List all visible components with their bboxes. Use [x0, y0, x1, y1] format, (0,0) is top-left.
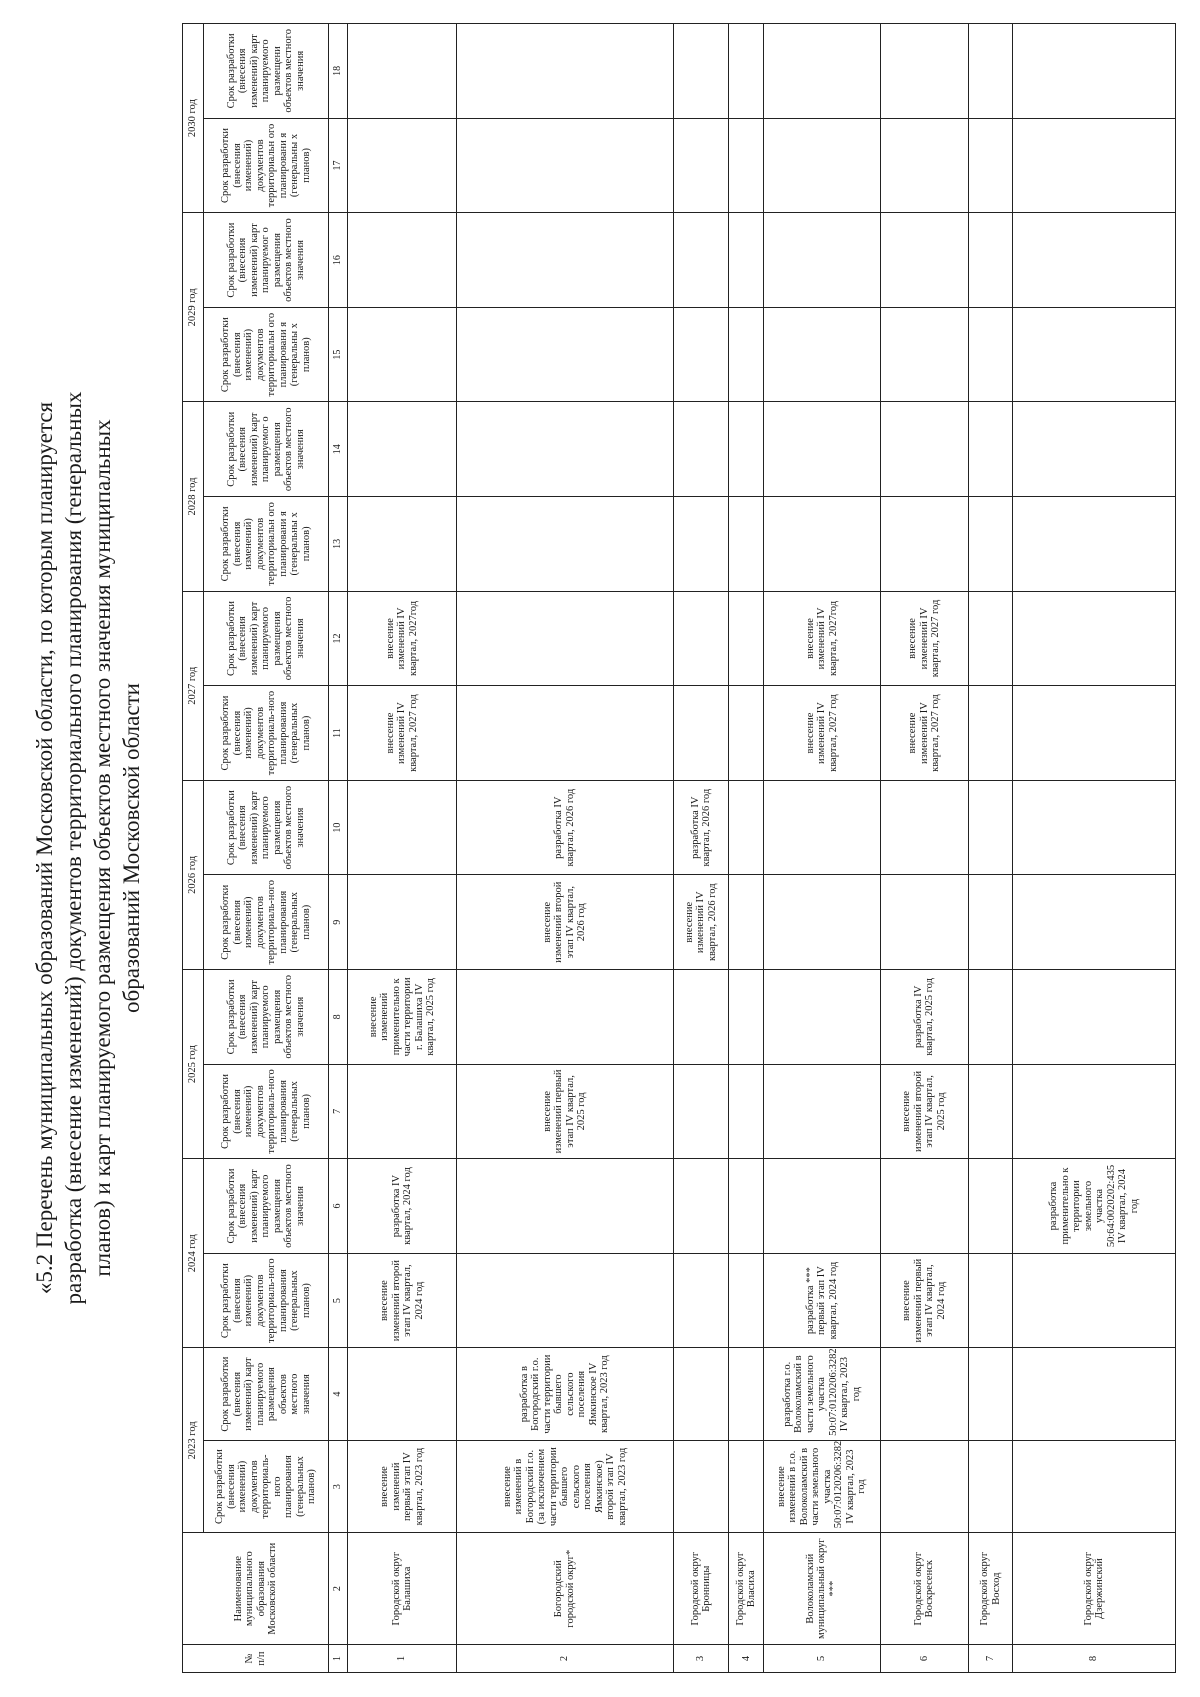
cell-col-6 [673, 1159, 729, 1254]
cell-col-14 [968, 402, 1012, 497]
cell-col-16 [1013, 213, 1176, 308]
col-number: 3 [329, 1440, 348, 1532]
cell-col-8 [968, 970, 1012, 1065]
cell-col-4 [673, 1348, 729, 1440]
cell-col-16 [968, 213, 1012, 308]
header-col-6: Срок разработки (внесения изменений) карт планируемого размещения объектов местного значения [204, 1159, 329, 1254]
row-no: 8 [1013, 1645, 1176, 1673]
cell-col-7: внесение изменений первый этап IV квартал, 2025 год [457, 1064, 673, 1159]
cell-col-6: разработка IV квартал, 2024 год [348, 1159, 457, 1254]
cell-col-18 [968, 24, 1012, 119]
cell-col-13 [348, 497, 457, 592]
cell-col-6 [764, 1159, 880, 1254]
cell-col-5 [968, 1253, 1012, 1348]
cell-col-8 [457, 970, 673, 1065]
cell-col-17 [1013, 118, 1176, 213]
cell-col-17 [880, 118, 968, 213]
row-no: 5 [764, 1645, 880, 1673]
title-line-1: «5.2 Перечень муниципальных образований Московской области, по которым планируется [32, 401, 57, 1295]
cell-col-9: внесение изменений IV квартал, 2026 год [673, 875, 729, 970]
col-number: 16 [329, 213, 348, 308]
cell-col-6 [968, 1159, 1012, 1254]
header-year-2023: 2023 год [183, 1348, 204, 1533]
col-number: 15 [329, 307, 348, 402]
header-col-4: Срок разработки (внесения изменений) карт планируемого размещения объектов местного значения [204, 1348, 329, 1440]
cell-col-17 [729, 118, 764, 213]
row-name: Городской округ Дзержинский [1013, 1533, 1176, 1645]
cell-col-4 [968, 1348, 1012, 1440]
cell-col-15 [764, 307, 880, 402]
cell-col-7 [729, 1064, 764, 1159]
cell-col-5: внесение изменений первый этап IV квартал, 2024 год [880, 1253, 968, 1348]
header-year-2030: 2030 год [183, 24, 204, 213]
row-no: 1 [348, 1645, 457, 1673]
cell-col-10 [348, 780, 457, 875]
plan-table [182, 23, 1176, 1673]
cell-col-17 [457, 118, 673, 213]
header-col-5: Срок разработки (внесения изменений) документов территориаль-ного планирования (генеральных планов) [204, 1253, 329, 1348]
cell-col-5 [729, 1253, 764, 1348]
cell-col-15 [673, 307, 729, 402]
header-year-2027: 2027 год [183, 591, 204, 780]
cell-col-11 [457, 686, 673, 781]
cell-col-3 [673, 1440, 729, 1532]
cell-col-12 [968, 591, 1012, 686]
table-row [1013, 24, 1176, 1673]
cell-col-5: внесение изменений второй этап IV квартал, 2024 год [348, 1253, 457, 1348]
cell-col-7 [968, 1064, 1012, 1159]
rotated-page [24, 23, 1176, 1673]
cell-col-10: разработка IV квартал, 2026 год [673, 780, 729, 875]
col-number: 17 [329, 118, 348, 213]
header-col-15: Срок разработки (внесения изменений) документов территориальн ого планировани я (генеральны х планов) [204, 307, 329, 402]
col-number: 5 [329, 1253, 348, 1348]
col-number: 6 [329, 1159, 348, 1254]
cell-col-17 [764, 118, 880, 213]
cell-col-13 [968, 497, 1012, 592]
col-number: 8 [329, 970, 348, 1065]
cell-col-11: внесение изменений IV квартал, 2027 год [348, 686, 457, 781]
cell-col-7 [348, 1064, 457, 1159]
header-col-11: Срок разработки (внесения изменений) документов территориаль-ного планирования (генеральных планов) [204, 686, 329, 781]
header-col-16: Срок разработки (внесения изменений) карт планируемог о размещения объектов местного значения [204, 213, 329, 308]
table-row [764, 24, 880, 1673]
cell-col-3: внесение изменений первый этап IV квартал, 2023 год [348, 1440, 457, 1532]
cell-col-12 [457, 591, 673, 686]
cell-col-13 [880, 497, 968, 592]
row-no: 2 [457, 1645, 673, 1673]
header-no: № п/п [183, 1645, 329, 1673]
cell-col-9: внесение изменений второй этап IV квартал, 2026 год [457, 875, 673, 970]
cell-col-12: внесение изменений IV квартал, 2027год [764, 591, 880, 686]
cell-col-17 [968, 118, 1012, 213]
table-row [880, 24, 968, 1673]
col-number: 11 [329, 686, 348, 781]
cell-col-18 [1013, 24, 1176, 119]
cell-col-3 [968, 1440, 1012, 1532]
cell-col-8 [764, 970, 880, 1065]
cell-col-3 [1013, 1440, 1176, 1532]
cell-col-3: внесение изменений в г.о. Волоколамский в части земельного участка 50:07:0120206:3282 IV квартал, 2023 год [764, 1440, 880, 1532]
cell-col-12: внесение изменений IV квартал, 2027год [348, 591, 457, 686]
cell-col-4 [880, 1348, 968, 1440]
cell-col-9 [348, 875, 457, 970]
cell-col-5 [1013, 1253, 1176, 1348]
cell-col-16 [729, 213, 764, 308]
title-line-2: разработка (внесение изменений) документов территориального планирования (генеральных [61, 391, 86, 1305]
row-no: 4 [729, 1645, 764, 1673]
cell-col-6 [880, 1159, 968, 1254]
row-name: Городской округ Балашиха [348, 1533, 457, 1645]
col-number: 2 [329, 1533, 348, 1645]
cell-col-16 [457, 213, 673, 308]
cell-col-11 [729, 686, 764, 781]
cell-col-16 [880, 213, 968, 308]
cell-col-4 [348, 1348, 457, 1440]
cell-col-11: внесение изменений IV квартал, 2027 год [764, 686, 880, 781]
header-year-2029: 2029 год [183, 213, 204, 402]
cell-col-3: внесение изменений в Богородский г.о. (за исключением части территории бывшего сельского поселения Ямкинское) второй этап IV квартал, 2023 год [457, 1440, 673, 1532]
header-col-9: Срок разработки (внесения изменений) документов территориаль-ного планирования (генеральных планов) [204, 875, 329, 970]
cell-col-18 [880, 24, 968, 119]
cell-col-18 [348, 24, 457, 119]
header-year-2024: 2024 год [183, 1159, 204, 1348]
table-row [968, 24, 1012, 1673]
cell-col-13 [764, 497, 880, 592]
cell-col-9 [729, 875, 764, 970]
table-row [673, 24, 729, 1673]
row-name: Городской округ Власиха [729, 1533, 764, 1645]
col-number: 10 [329, 780, 348, 875]
col-number: 12 [329, 591, 348, 686]
cell-col-13 [457, 497, 673, 592]
cell-col-10 [880, 780, 968, 875]
col-number: 1 [329, 1645, 348, 1673]
cell-col-11 [1013, 686, 1176, 781]
cell-col-4 [1013, 1348, 1176, 1440]
row-name: Городской округ Бронницы [673, 1533, 729, 1645]
cell-col-14 [348, 402, 457, 497]
cell-col-9 [764, 875, 880, 970]
table-row [457, 24, 673, 1673]
cell-col-10: разработка IV квартал, 2026 год [457, 780, 673, 875]
cell-col-7 [1013, 1064, 1176, 1159]
cell-col-10 [764, 780, 880, 875]
row-name: Городской округ Восход [968, 1533, 1012, 1645]
cell-col-10 [729, 780, 764, 875]
cell-col-10 [1013, 780, 1176, 875]
cell-col-18 [764, 24, 880, 119]
cell-col-14 [729, 402, 764, 497]
cell-col-15 [880, 307, 968, 402]
cell-col-14 [1013, 402, 1176, 497]
cell-col-15 [1013, 307, 1176, 402]
cell-col-15 [729, 307, 764, 402]
col-number: 4 [329, 1348, 348, 1440]
row-no: 7 [968, 1645, 1012, 1673]
cell-col-9 [968, 875, 1012, 970]
cell-col-9 [1013, 875, 1176, 970]
cell-col-12 [1013, 591, 1176, 686]
cell-col-5 [457, 1253, 673, 1348]
cell-col-4 [729, 1348, 764, 1440]
cell-col-10 [968, 780, 1012, 875]
cell-col-7 [764, 1064, 880, 1159]
cell-col-13 [729, 497, 764, 592]
cell-col-14 [764, 402, 880, 497]
cell-col-5: разработка *** первый этап IV квартал, 2024 год [764, 1253, 880, 1348]
cell-col-6: разработка применительно к территории земельного участка 50:64:0020202:435 IV квартал, 2024 год [1013, 1159, 1176, 1254]
cell-col-13 [673, 497, 729, 592]
cell-col-15 [968, 307, 1012, 402]
row-name: Городской округ Воскресенск [880, 1533, 968, 1645]
cell-col-17 [348, 118, 457, 213]
header-year-2028: 2028 год [183, 402, 204, 591]
cell-col-18 [457, 24, 673, 119]
cell-col-16 [348, 213, 457, 308]
cell-col-14 [457, 402, 673, 497]
cell-col-14 [880, 402, 968, 497]
header-col-3: Срок разработки (внесения изменений) документов территориаль-ного планирования (генеральных планов) [204, 1440, 329, 1532]
col-number: 9 [329, 875, 348, 970]
row-name: Волоколамский муниципальный округ *** [764, 1533, 880, 1645]
cell-col-8 [729, 970, 764, 1065]
header-year-2025: 2025 год [183, 970, 204, 1159]
cell-col-12 [673, 591, 729, 686]
cell-col-8: разработка IV квартал, 2025 год [880, 970, 968, 1065]
cell-col-7 [673, 1064, 729, 1159]
cell-col-15 [348, 307, 457, 402]
header-col-12: Срок разработки (внесения изменений) карт планируемого размещения объектов местного значения [204, 591, 329, 686]
cell-col-3 [880, 1440, 968, 1532]
header-name: Наименование муниципального образования Московской области [183, 1533, 329, 1645]
cell-col-11 [673, 686, 729, 781]
cell-col-7: внесение изменений второй этап IV квартал, 2025 год [880, 1064, 968, 1159]
cell-col-11: внесение изменений IV квартал, 2027 год [880, 686, 968, 781]
header-col-13: Срок разработки (внесения изменений) документов территориальн ого планировани я (генеральны х планов) [204, 497, 329, 592]
document-title [30, 23, 180, 1673]
header-col-18: Срок разработки (внесения изменений) карт планируемого размещени объектов местного значения [204, 24, 329, 119]
cell-col-11 [968, 686, 1012, 781]
table-row [729, 24, 764, 1673]
cell-col-4: разработка г.о. Волоколамский в части земельного участка 50:07:0120206:3282 IV квартал, 2023 год [764, 1348, 880, 1440]
cell-col-8: внесение изменений применительно к части территории г. Балашиха IV квартал, 2025 год [348, 970, 457, 1065]
header-col-7: Срок разработки (внесения изменений) документов территориаль-ного планирования (генеральных планов) [204, 1064, 329, 1159]
row-name: Богородский городской округ* [457, 1533, 673, 1645]
cell-col-9 [880, 875, 968, 970]
header-year-2026: 2026 год [183, 780, 204, 969]
col-number: 13 [329, 497, 348, 592]
cell-col-14 [673, 402, 729, 497]
cell-col-18 [673, 24, 729, 119]
cell-col-6 [457, 1159, 673, 1254]
cell-col-4: разработка в Богородский г.о. части территории бывшего сельского поселения Ямкинское IV квартал, 2023 год [457, 1348, 673, 1440]
row-no: 6 [880, 1645, 968, 1673]
cell-col-3 [729, 1440, 764, 1532]
header-col-8: Срок разработки (внесения изменений) карт планируемого размещения объектов местного значения [204, 970, 329, 1065]
cell-col-15 [457, 307, 673, 402]
cell-col-5 [673, 1253, 729, 1348]
col-number: 18 [329, 24, 348, 119]
header-col-14: Срок разработки (внесения изменений) карт планируемог о размещения объектов местного значения [204, 402, 329, 497]
col-number: 7 [329, 1064, 348, 1159]
cell-col-16 [764, 213, 880, 308]
title-line-3: планов) и карт планируемого размещения объектов местного значения муниципальных [90, 419, 115, 1277]
cell-col-12 [729, 591, 764, 686]
cell-col-13 [1013, 497, 1176, 592]
table-row [348, 24, 457, 1673]
cell-col-6 [729, 1159, 764, 1254]
cell-col-16 [673, 213, 729, 308]
cell-col-8 [1013, 970, 1176, 1065]
cell-col-18 [729, 24, 764, 119]
cell-col-17 [673, 118, 729, 213]
row-no: 3 [673, 1645, 729, 1673]
header-col-17: Срок разработки (внесения изменений) документов территориальн ого планировани я (генеральны х планов) [204, 118, 329, 213]
cell-col-8 [673, 970, 729, 1065]
title-line-4: образований Московской области [119, 683, 144, 1013]
col-number: 14 [329, 402, 348, 497]
cell-col-12: внесение изменений IV квартал, 2027 год [880, 591, 968, 686]
header-col-10: Срок разработки (внесения изменений) карт планируемого размещения объектов местного значения [204, 780, 329, 875]
